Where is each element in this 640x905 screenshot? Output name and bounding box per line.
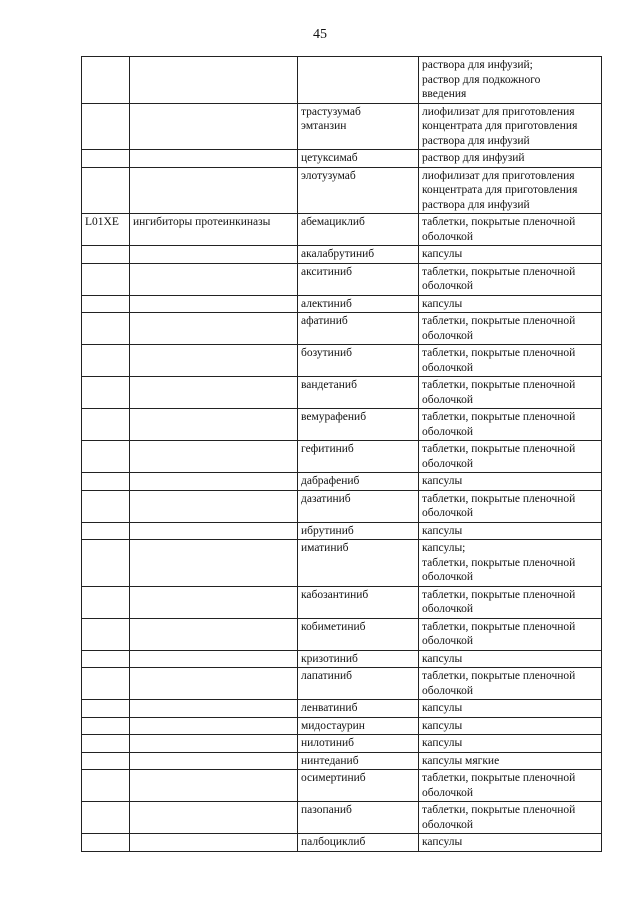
pharmacological-group-cell [130,735,298,753]
table-row [82,834,602,852]
drug-name-cell: абемациклиб [298,214,419,246]
table-row [82,295,602,313]
drug-name-cell: алектиниб [298,295,419,313]
table-row [82,700,602,718]
dosage-form-cell: раствора для инфузий; раствор для подкожного введения [419,57,602,104]
table-row [82,618,602,650]
dosage-form-cell: капсулы [419,735,602,753]
pharmacological-group-cell [130,752,298,770]
drug-name-cell: бозутиниб [298,345,419,377]
pharmacological-group-cell [130,377,298,409]
pharmacological-group-cell [130,834,298,852]
atc-code-cell [82,345,130,377]
dosage-form-cell: таблетки, покрытые пленочной оболочкой [419,377,602,409]
dosage-form-cell: капсулы; таблетки, покрытые пленочной оболочкой [419,540,602,587]
drug-name-cell: нилотиниб [298,735,419,753]
atc-code-cell [82,167,130,214]
table-row [82,167,602,214]
atc-code-cell [82,377,130,409]
drug-name-cell: гефитиниб [298,441,419,473]
drug-name-cell: вандетаниб [298,377,419,409]
drug-table [81,56,602,852]
drug-name-cell: трастузумаб эмтанзин [298,103,419,150]
pharmacological-group-cell [130,313,298,345]
pharmacological-group-cell [130,802,298,834]
atc-code-cell [82,700,130,718]
dosage-form-cell: таблетки, покрытые пленочной оболочкой [419,263,602,295]
table-row [82,57,602,104]
drug-name-cell: кризотиниб [298,650,419,668]
drug-name-cell: лапатиниб [298,668,419,700]
drug-name-cell: иматиниб [298,540,419,587]
table-row [82,409,602,441]
pharmacological-group-cell [130,167,298,214]
drug-name-cell: палбоциклиб [298,834,419,852]
dosage-form-cell: капсулы [419,473,602,491]
atc-code-cell [82,103,130,150]
pharmacological-group-cell [130,263,298,295]
table-row [82,522,602,540]
dosage-form-cell: таблетки, покрытые пленочной оболочкой [419,618,602,650]
dosage-form-cell: капсулы [419,246,602,264]
atc-code-cell [82,490,130,522]
dosage-form-cell: раствор для инфузий [419,150,602,168]
table-row [82,263,602,295]
drug-name-cell: элотузумаб [298,167,419,214]
atc-code-cell [82,650,130,668]
atc-code-cell [82,586,130,618]
pharmacological-group-cell [130,490,298,522]
atc-code-cell [82,717,130,735]
dosage-form-cell: таблетки, покрытые пленочной оболочкой [419,441,602,473]
table-row [82,490,602,522]
table-row [82,214,602,246]
dosage-form-cell: таблетки, покрытые пленочной оболочкой [419,586,602,618]
atc-code-cell [82,246,130,264]
dosage-form-cell: лиофилизат для приготовления концентрата для приготовления раствора для инфузий [419,103,602,150]
pharmacological-group-cell [130,700,298,718]
atc-code-cell [82,834,130,852]
table-row [82,650,602,668]
atc-code-cell [82,752,130,770]
atc-code-cell [82,57,130,104]
atc-code-cell [82,522,130,540]
drug-name-cell: дабрафениб [298,473,419,491]
pharmacological-group-cell [130,473,298,491]
drug-name-cell: нинтеданиб [298,752,419,770]
drug-name-cell: акситиниб [298,263,419,295]
drug-name-cell: кабозантиниб [298,586,419,618]
table-row [82,668,602,700]
pharmacological-group-cell [130,668,298,700]
pharmacological-group-cell: ингибиторы протеинкиназы [130,214,298,246]
drug-name-cell [298,57,419,104]
dosage-form-cell: лиофилизат для приготовления концентрата для приготовления раствора для инфузий [419,167,602,214]
drug-name-cell: афатиниб [298,313,419,345]
atc-code-cell [82,802,130,834]
table-row [82,377,602,409]
table-row [82,752,602,770]
table-row [82,103,602,150]
table-row [82,345,602,377]
drug-name-cell: цетуксимаб [298,150,419,168]
pharmacological-group-cell [130,770,298,802]
atc-code-cell [82,735,130,753]
dosage-form-cell: капсулы [419,295,602,313]
drug-name-cell: мидостаурин [298,717,419,735]
atc-code-cell: L01XE [82,214,130,246]
pharmacological-group-cell [130,246,298,264]
pharmacological-group-cell [130,586,298,618]
dosage-form-cell: капсулы [419,522,602,540]
atc-code-cell [82,295,130,313]
atc-code-cell [82,441,130,473]
table-row [82,802,602,834]
atc-code-cell [82,668,130,700]
dosage-form-cell: капсулы [419,834,602,852]
pharmacological-group-cell [130,150,298,168]
drug-table-body [82,57,602,852]
pharmacological-group-cell [130,409,298,441]
page-number: 45 [313,27,327,42]
atc-code-cell [82,150,130,168]
atc-code-cell [82,540,130,587]
atc-code-cell [82,263,130,295]
pharmacological-group-cell [130,717,298,735]
pharmacological-group-cell [130,522,298,540]
pharmacological-group-cell [130,441,298,473]
drug-name-cell: ленватиниб [298,700,419,718]
atc-code-cell [82,409,130,441]
drug-name-cell: осимертиниб [298,770,419,802]
dosage-form-cell: капсулы мягкие [419,752,602,770]
dosage-form-cell: таблетки, покрытые пленочной оболочкой [419,409,602,441]
dosage-form-cell: капсулы [419,700,602,718]
table-row [82,717,602,735]
atc-code-cell [82,770,130,802]
dosage-form-cell: таблетки, покрытые пленочной оболочкой [419,668,602,700]
drug-name-cell: кобиметиниб [298,618,419,650]
drug-name-cell: дазатиниб [298,490,419,522]
drug-name-cell: акалабрутиниб [298,246,419,264]
pharmacological-group-cell [130,295,298,313]
table-row [82,441,602,473]
table-row [82,586,602,618]
table-row [82,770,602,802]
atc-code-cell [82,313,130,345]
dosage-form-cell: капсулы [419,717,602,735]
table-row [82,473,602,491]
drug-name-cell: ибрутиниб [298,522,419,540]
table-row [82,735,602,753]
dosage-form-cell: таблетки, покрытые пленочной оболочкой [419,313,602,345]
atc-code-cell [82,618,130,650]
table-row [82,150,602,168]
pharmacological-group-cell [130,540,298,587]
dosage-form-cell: таблетки, покрытые пленочной оболочкой [419,490,602,522]
dosage-form-cell: капсулы [419,650,602,668]
dosage-form-cell: таблетки, покрытые пленочной оболочкой [419,770,602,802]
pharmacological-group-cell [130,57,298,104]
drug-name-cell: пазопаниб [298,802,419,834]
table-row [82,540,602,587]
dosage-form-cell: таблетки, покрытые пленочной оболочкой [419,345,602,377]
table-row [82,313,602,345]
dosage-form-cell: таблетки, покрытые пленочной оболочкой [419,214,602,246]
pharmacological-group-cell [130,345,298,377]
pharmacological-group-cell [130,618,298,650]
dosage-form-cell: таблетки, покрытые пленочной оболочкой [419,802,602,834]
pharmacological-group-cell [130,650,298,668]
table-row [82,246,602,264]
drug-name-cell: вемурафениб [298,409,419,441]
atc-code-cell [82,473,130,491]
pharmacological-group-cell [130,103,298,150]
